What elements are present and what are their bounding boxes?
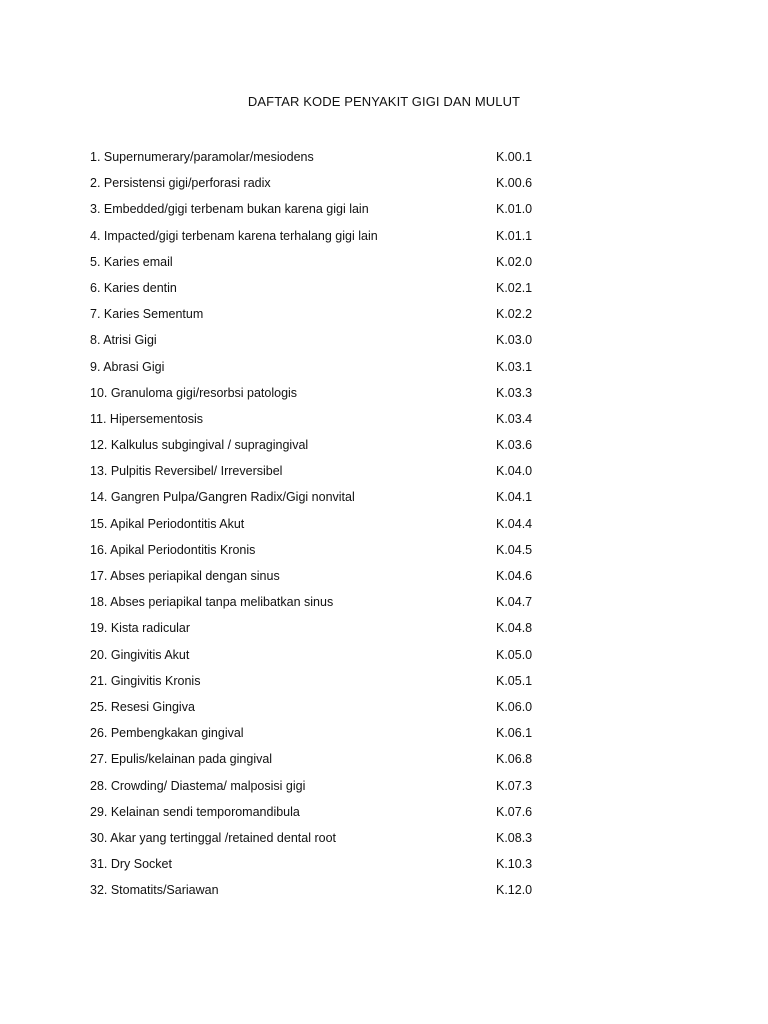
list-item: [90, 854, 550, 880]
disease-code: K.03.4: [496, 411, 533, 426]
disease-name: 2. Persistensi gigi/perforasi radix: [90, 176, 271, 191]
disease-name: 7. Karies Sementum: [90, 307, 204, 322]
list-item: [90, 461, 550, 487]
disease-code: K.04.0: [496, 464, 533, 479]
disease-name: 21. Gingivitis Kronis: [90, 673, 201, 688]
disease-code: K.07.6: [496, 804, 533, 819]
list-item: [90, 749, 550, 775]
list-item: [90, 435, 550, 461]
list-item: [90, 278, 550, 304]
disease-name: 5. Karies email: [90, 254, 173, 269]
list-item: [90, 357, 550, 383]
disease-name: 1. Supernumerary/paramolar/mesiodens: [90, 150, 314, 164]
list-item: [90, 540, 550, 566]
disease-name: 25. Resesi Gingiva: [90, 699, 195, 714]
list-item: [90, 592, 550, 618]
list-item: [90, 487, 550, 513]
disease-code: K.04.4: [496, 516, 533, 531]
document-title: DAFTAR KODE PENYAKIT GIGI DAN MULUT: [247, 94, 521, 109]
disease-code: K.03.0: [496, 333, 533, 348]
list-item: [90, 645, 550, 671]
disease-code: K.05.1: [496, 673, 533, 688]
disease-name: 15. Apikal Periodontitis Akut: [90, 516, 245, 531]
disease-code: K.02.0: [496, 254, 533, 269]
list-item: [90, 514, 550, 540]
disease-name: 13. Pulpitis Reversibel/ Irreversibel: [90, 464, 283, 479]
disease-name: 29. Kelainan sendi temporomandibula: [90, 804, 300, 819]
list-item: [90, 697, 550, 723]
disease-code: K.00.1: [496, 150, 533, 164]
list-item: [90, 671, 550, 697]
disease-code: K.04.5: [496, 542, 533, 557]
list-item: [90, 802, 550, 828]
disease-code-list: [90, 147, 550, 906]
disease-code: K.06.8: [496, 752, 533, 767]
disease-code: K.04.6: [496, 569, 533, 583]
list-item: [90, 147, 550, 173]
disease-code: K.03.3: [496, 385, 533, 400]
disease-code: K.03.6: [496, 438, 533, 453]
disease-name: 27. Epulis/kelainan pada gingival: [90, 752, 273, 767]
disease-code: K.06.1: [496, 726, 533, 741]
list-item: [90, 723, 550, 749]
disease-name: 31. Dry Socket: [90, 857, 172, 872]
list-item: [90, 880, 550, 906]
disease-name: 28. Crowding/ Diastema/ malposisi gigi: [90, 778, 306, 793]
disease-name: 32. Stomatits/Sariawan: [90, 883, 219, 898]
disease-code: K.04.7: [496, 595, 533, 610]
list-item: [90, 383, 550, 409]
list-item: [90, 828, 550, 854]
disease-code: K.02.1: [496, 280, 533, 295]
disease-name: 18. Abses periapikal tanpa melibatkan sinus: [90, 595, 334, 610]
list-item: [90, 330, 550, 356]
disease-name: 10. Granuloma gigi/resorbsi patologis: [90, 385, 298, 400]
disease-name: 30. Akar yang tertinggal /retained dental root: [90, 830, 336, 845]
disease-code: K.00.6: [496, 176, 533, 191]
disease-code: K.03.1: [496, 359, 533, 374]
list-item: [90, 776, 550, 802]
disease-name: 6. Karies dentin: [90, 280, 177, 295]
disease-name: 9. Abrasi Gigi: [90, 359, 165, 374]
disease-name: 14. Gangren Pulpa/Gangren Radix/Gigi nonvital: [90, 490, 355, 505]
disease-name: 17. Abses periapikal dengan sinus: [90, 569, 280, 583]
disease-code: K.12.0: [496, 883, 533, 898]
list-item: [90, 566, 550, 592]
disease-name: 12. Kalkulus subgingival / supragingival: [90, 438, 309, 453]
disease-name: 11. Hipersementosis: [90, 411, 204, 426]
disease-code: K.04.1: [496, 490, 533, 505]
disease-name: 26. Pembengkakan gingival: [90, 726, 244, 741]
disease-name: 8. Atrisi Gigi: [90, 333, 157, 348]
list-item: [90, 409, 550, 435]
disease-name: 20. Gingivitis Akut: [90, 647, 190, 662]
list-item: [90, 226, 550, 252]
disease-name: 16. Apikal Periodontitis Kronis: [90, 542, 256, 557]
list-item: [90, 304, 550, 330]
disease-code: K.06.0: [496, 699, 533, 714]
disease-name: 19. Kista radicular: [90, 621, 191, 636]
list-item: [90, 199, 550, 225]
disease-name: 3. Embedded/gigi terbenam bukan karena gigi lain: [90, 202, 369, 217]
disease-name: 4. Impacted/gigi terbenam karena terhalang gigi lain: [90, 228, 378, 243]
list-item: [90, 173, 550, 199]
list-item: [90, 618, 550, 644]
disease-code: K.01.0: [496, 202, 533, 217]
disease-code: K.02.2: [496, 307, 533, 322]
list-item: [90, 252, 550, 278]
disease-code: K.08.3: [496, 830, 533, 845]
disease-code: K.10.3: [496, 857, 533, 872]
disease-code: K.04.8: [496, 621, 533, 636]
disease-code: K.01.1: [496, 228, 533, 243]
disease-code: K.05.0: [496, 647, 533, 662]
disease-code: K.07.3: [496, 778, 533, 793]
